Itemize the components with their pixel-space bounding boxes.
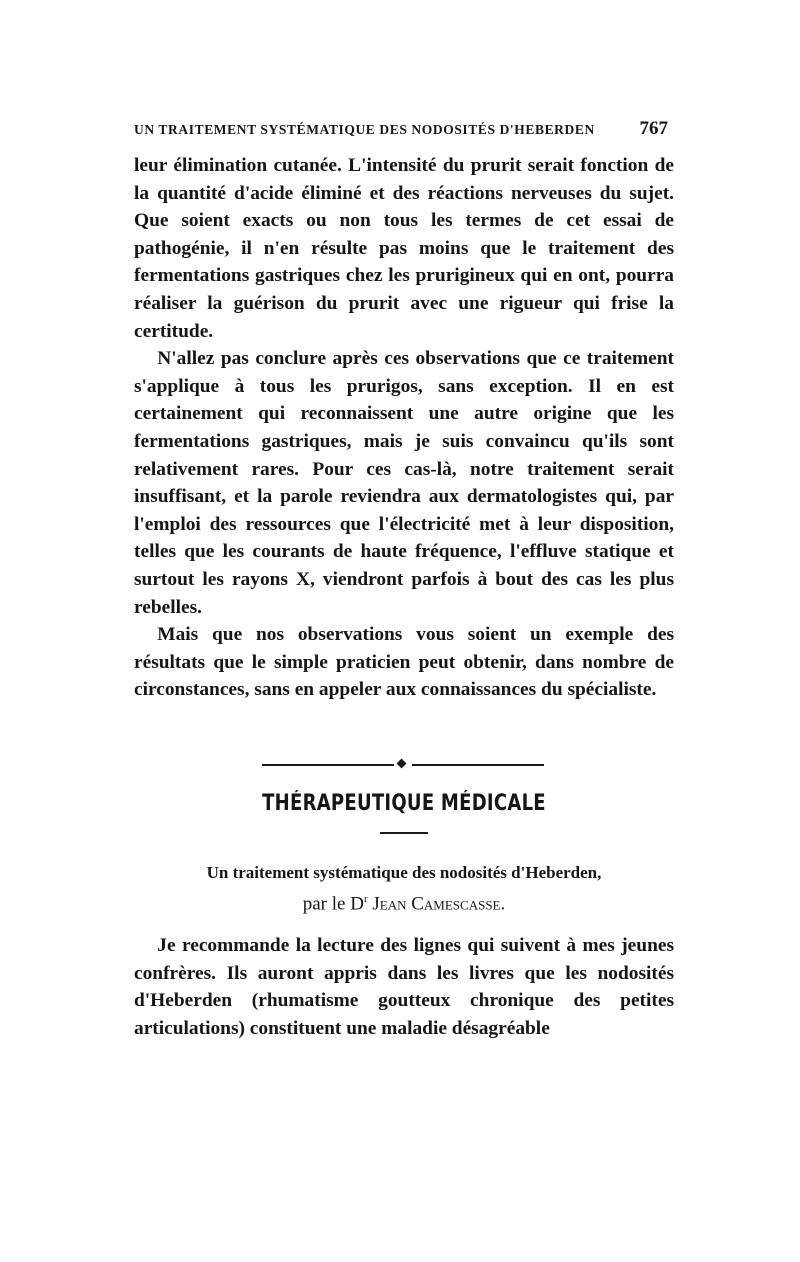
divider-line-left	[262, 764, 394, 766]
heading-rule	[380, 832, 428, 834]
running-head	[134, 118, 668, 142]
diamond-icon	[397, 759, 407, 769]
paragraph: N'allez pas conclure après ces observations que ce traitement s'applique à tous les prurigos, sans exception. Il en est certainement qui reconnaissent une autre origine que les fermentations gastriques, mais je suis convaincu qu'ils sont relativement rares. Pour ces cas-là, notre traitement serait insuffisant, et la parole reviendra aux dermatologistes qui, par l'emploi des ressources que l'électricité met à leur disposition, telles que les courants de haute fréquence, l'effluve statique et surtout les rayons X, viendront parfois à bout des cas les plus rebelles.	[134, 348, 674, 618]
page-number: 767	[639, 118, 668, 139]
divider-line-right	[412, 764, 544, 766]
byline-author: Jean Camescasse.	[372, 893, 506, 915]
section-heading: THÉRAPEUTIQUE MÉDICALE	[262, 791, 546, 816]
paragraph-continuation: leur élimination cutanée. L'intensité du prurit serait fonction de la quantité d'acide éliminé et des réactions nerveuses du sujet. Que soient exacts ou non tous les termes de cet essai de pathogénie, il n'en résulte pas moins que le traitement des fermentations gastriques chez les prurigineux qui en ont, pourra réaliser la guérison du prurit avec une rigueur qui frise la certitude.	[134, 155, 674, 342]
byline-prefix: par le D	[302, 893, 364, 915]
paragraph: Je recommande la lecture des lignes qui suivent à mes jeunes confrères. Ils auront appris dans les livres que les nodosités d'Heberden (rhumatisme goutteux chronique des petites articulations) constituent une maladie désagréable	[134, 935, 674, 1039]
article-body	[134, 932, 674, 1042]
byline	[134, 893, 674, 915]
byline-superscript: r	[363, 893, 368, 905]
section-divider-ornament	[262, 760, 544, 770]
article-title: Un traitement systématique des nodosités d'Heberden,	[206, 863, 602, 882]
running-head-title: UN TRAITEMENT SYSTÉMATIQUE DES NODOSITÉS D'HEBERDEN	[134, 122, 595, 137]
body-text	[134, 152, 674, 704]
paragraph: Mais que nos observations vous soient un exemple des résultats que le simple praticien peut obtenir, dans nombre de circonstances, sans en appeler aux connaissances du spécialiste.	[134, 624, 674, 701]
